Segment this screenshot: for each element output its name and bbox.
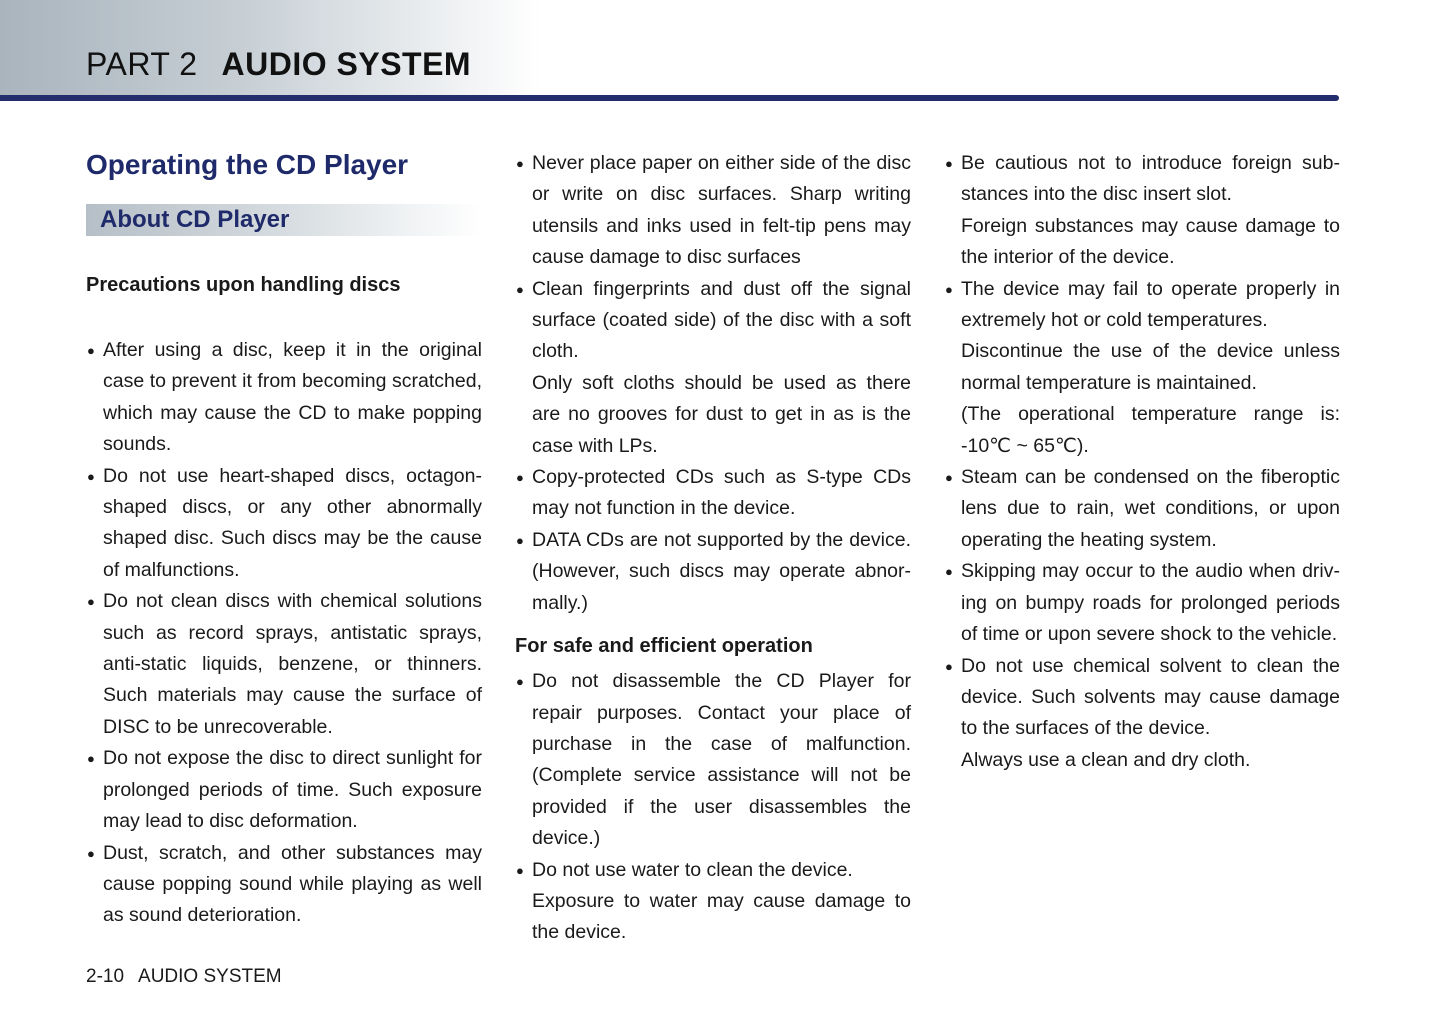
bullet-icon: ● xyxy=(516,862,524,878)
item-text: After using a disc, keep it in the original case to prevent it from becoming scratched, which may cause the CD to make popping sounds. xyxy=(103,339,482,456)
bullet-icon: ● xyxy=(945,470,953,486)
bullet-icon: ● xyxy=(87,468,95,484)
system-label: AUDIO SYSTEM xyxy=(221,46,472,82)
bullet-icon: ● xyxy=(87,343,95,358)
item-text: Exposure to water may cause damage to the device. xyxy=(532,889,911,944)
list-item xyxy=(515,666,911,854)
safe-operation-list-continued xyxy=(944,148,1340,776)
item-text: DATA CDs are not supported by the device. (However, such discs may operate abnor-mally.) xyxy=(532,528,911,614)
column-3 xyxy=(944,148,1340,776)
bullet-icon: ● xyxy=(516,156,524,171)
bullet-icon: ● xyxy=(87,594,95,610)
list-item xyxy=(86,743,482,837)
precautions-list-continued xyxy=(515,148,911,619)
page-footer xyxy=(86,966,282,988)
list-item xyxy=(86,838,482,932)
item-text: Do not use water to clean the device. xyxy=(532,858,853,881)
item-text: Clean fingerprints and dust off the signal surface (coated side) of the disc with a soft cloth. xyxy=(532,277,911,363)
list-item xyxy=(944,651,1340,777)
safe-operation-heading: For safe and efficient operation xyxy=(515,635,813,658)
list-item xyxy=(86,586,482,743)
item-text: Do not clean discs with chemical solutions such as record sprays, antistatic sprays, anti-static liquids, benzene, or thinners. Such materials may cause the surface of DISC to be unrecoverable. xyxy=(103,590,482,738)
list-item xyxy=(515,462,911,525)
bullet-icon: ● xyxy=(945,156,953,171)
item-text: Discontinue the use of the device unless normal temperature is maintained. xyxy=(961,340,1340,394)
item-text: The device may fail to operate properly in extremely hot or cold temperatures. xyxy=(961,277,1340,332)
item-text: Do not use heart-shaped discs, octagon-shaped discs, or any other abnormally shaped disc. Such discs may be the cause of malfunctions. xyxy=(103,464,482,581)
bullet-icon: ● xyxy=(516,532,524,548)
part-label: PART 2 xyxy=(86,46,198,82)
list-item xyxy=(944,274,1340,462)
page-title: Operating the CD Player xyxy=(86,149,409,180)
list-item xyxy=(515,274,911,462)
item-text: Do not disassemble the CD Player for repair purposes. Contact your place of purchase in the case of malfunction. (Complete service assistance will not be provided if the user disassembles the device.) xyxy=(532,670,911,850)
item-text: Never place paper on either side of the disc or write on disc surfaces. Sharp writing utensils and inks used in felt-tip pens may cause damage to disc surfaces xyxy=(532,152,911,269)
item-text: Foreign substances may cause damage to the interior of the device. xyxy=(961,214,1340,269)
item-text: Do not expose the disc to direct sunlight for prolonged periods of time. Such exposure may lead to disc deformation. xyxy=(103,747,482,833)
list-item xyxy=(515,148,911,274)
bullet-icon: ● xyxy=(945,658,953,674)
item-text: Do not use chemical solvent to clean the device. Such solvents may cause damage to the surfaces of the device. xyxy=(961,654,1340,740)
item-text: Always use a clean and dry cloth. xyxy=(961,748,1251,771)
item-text: Be cautious not to introduce foreign sub-stances into the disc insert slot. xyxy=(961,152,1340,206)
list-item xyxy=(86,335,482,461)
list-item xyxy=(515,855,911,949)
bullet-icon: ● xyxy=(87,751,95,767)
page-header xyxy=(86,46,471,83)
bullet-icon: ● xyxy=(945,281,953,297)
bullet-icon: ● xyxy=(516,281,524,297)
precautions-heading: Precautions upon handling discs xyxy=(86,274,401,296)
bullet-icon: ● xyxy=(945,564,953,580)
header-rule xyxy=(0,95,1339,101)
list-item xyxy=(944,556,1340,650)
list-item xyxy=(944,148,1340,274)
safe-operation-list xyxy=(515,666,911,949)
item-text: (The operational temperature range is: -10℃ ~ 65℃). xyxy=(961,403,1340,457)
column-2 xyxy=(515,148,911,949)
item-text: Steam can be condensed on the fiberoptic lens due to rain, wet conditions, or upon operating the heating system. xyxy=(961,466,1340,551)
list-item xyxy=(944,462,1340,556)
item-text: Skipping may occur to the audio when driv-ing on bumpy roads for prolonged periods of time or upon severe shock to the vehicle. xyxy=(961,560,1340,646)
page-number: 2-10 xyxy=(86,966,125,987)
section-subtitle: About CD Player xyxy=(86,204,482,236)
item-text: Only soft cloths should be used as there are no grooves for dust to get in as is the case with LPs. xyxy=(532,371,911,457)
item-text: Copy-protected CDs such as S-type CDs may not function in the device. xyxy=(532,466,911,520)
bullet-icon: ● xyxy=(516,470,524,486)
bullet-icon: ● xyxy=(87,845,95,861)
list-item xyxy=(515,525,911,619)
precautions-list xyxy=(86,335,482,932)
bullet-icon: ● xyxy=(516,674,524,690)
item-text: Dust, scratch, and other substances may cause popping sound while playing as well as sound deterioration. xyxy=(103,841,482,927)
list-item xyxy=(86,461,482,587)
column-1 xyxy=(86,148,482,932)
footer-label: AUDIO SYSTEM xyxy=(138,966,282,987)
